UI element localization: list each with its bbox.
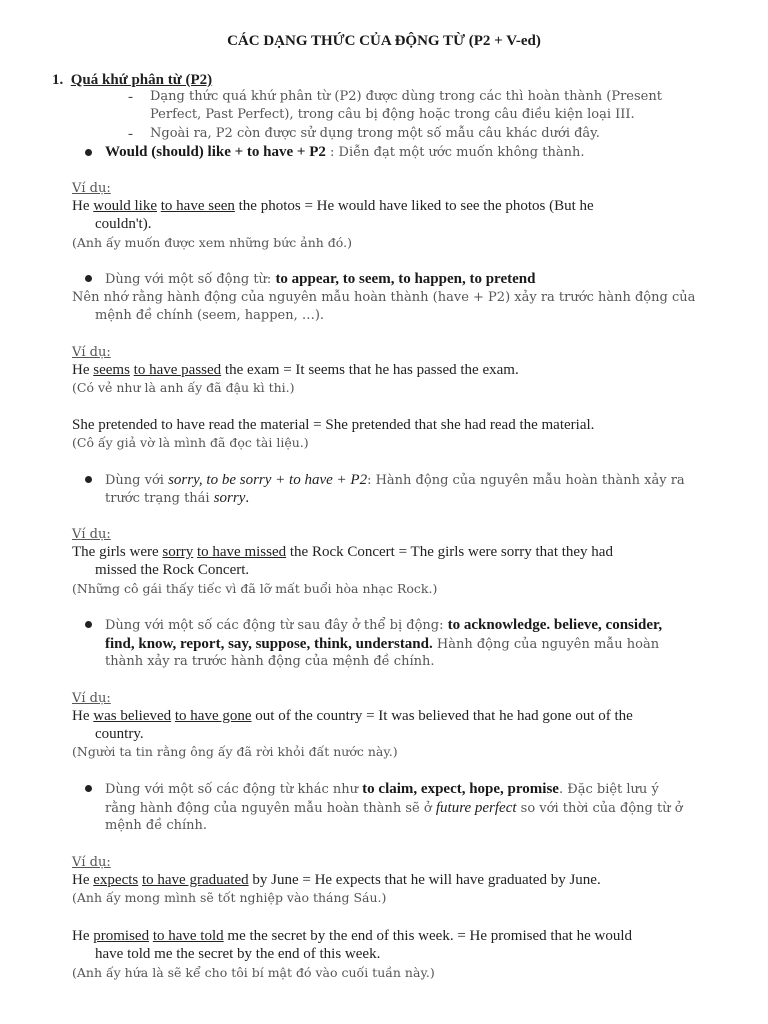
example-4-line-1: The girls were sorry to have missed the Rock Concert = The girls were sorry that they had [72,544,613,560]
bullet-dot [85,621,92,628]
example-5-translation: (Người ta tin rằng ông ấy đã rời khỏi đất nước này.) [72,744,398,759]
example-5-line-1: He was believed to have gone out of the country = It was believed that he had gone out of the [72,708,633,724]
page-title: CÁC DẠNG THỨC CỦA ĐỘNG TỪ (P2 + V-ed) [227,33,541,49]
bullet-dot [85,275,92,282]
dash-item-1-line-1: Dạng thức quá khứ phân từ (P2) được dùng trong các thì hoàn thành (Present [150,89,662,104]
example-label: Ví dụ: [72,527,111,542]
bullet-5-line-3: mệnh đề chính. [105,818,208,833]
example-6-line-1: He expects to have graduated by June = He expects that he will have graduated by June. [72,872,601,888]
bullet-1 [105,143,584,162]
dash-item-1-line-2: Perfect, Past Perfect), trong câu bị động hoặc trong câu điều kiện loại III. [150,107,635,122]
example-label: Ví dụ: [72,855,111,870]
example-3-translation: (Cô ấy giả vờ là mình đã đọc tài liệu.) [72,435,309,450]
section-heading [52,71,212,89]
example-1-translation: (Anh ấy muốn được xem những bức ảnh đó.) [72,235,352,250]
example-2-line-1: He seems to have passed the exam = It seems that he has passed the exam. [72,362,519,378]
note-line-1: Nên nhớ rằng hành động của nguyên mẫu hoàn thành (have + P2) xảy ra trước hành động của [72,290,696,305]
example-1-line-1: He would like to have seen the photos = He would have liked to see the photos (But he [72,198,594,214]
bullet-dot [85,785,92,792]
bullet-4-line-1: Dùng với một số các động từ sau đây ở thể bị động: to acknowledge. believe, consider, [105,617,663,633]
example-5-line-2: country. [95,726,144,742]
dash-marker: - [128,89,133,105]
example-6-translation: (Anh ấy mong mình sẽ tốt nghiệp vào tháng Sáu.) [72,890,387,905]
example-label: Ví dụ: [72,181,111,196]
bullet-3-line-1: Dùng với sorry, to be sorry + to have + P2: Hành động của nguyên mẫu hoàn thành xảy ra [105,472,685,488]
example-label: Ví dụ: [72,691,111,706]
bullet-5-line-2: rằng hành động của nguyên mẫu hoàn thành sẽ ở future perfect so với thời của động từ ở [105,800,683,816]
example-7-translation: (Anh ấy hứa là sẽ kể cho tôi bí mật đó vào cuối tuần này.) [72,965,435,980]
example-2-translation: (Có vẻ như là anh ấy đã đậu kì thi.) [72,380,295,395]
bullet-5-line-1: Dùng với một số các động từ khác như to claim, expect, hope, promise. Đặc biệt lưu ý [105,781,659,797]
bullet-2: Dùng với một số động từ: to appear, to seem, to happen, to pretend [105,271,536,287]
bullet-1-text: : Diễn đạt một ước muốn không thành. [325,145,585,160]
bullet-3-line-2: trước trạng thái sorry. [105,490,250,506]
bullet-1-rule: Would (should) like + to have + P2 [105,144,326,160]
bullet-dot [85,476,92,483]
dash-marker: - [128,126,133,142]
bullet-dot [85,149,92,156]
example-7-line-2: have told me the secret by the end of this week. [95,946,381,962]
example-4-line-2: missed the Rock Concert. [95,562,250,578]
section-number: 1. [52,72,64,88]
dash-item-2: Ngoài ra, P2 còn được sử dụng trong một số mẫu câu khác dưới đây. [150,126,600,141]
example-3-line-1: She pretended to have read the material = She pretended that she had read the material. [72,417,595,433]
example-7-line-1: He promised to have told me the secret by the end of this week. = He promised that he would [72,928,633,944]
bullet-4-line-3: thành xảy ra trước hành động của mệnh đề chính. [105,654,435,669]
example-4-translation: (Những cô gái thấy tiếc vì đã lỡ mất buổi hòa nhạc Rock.) [72,581,438,596]
example-label: Ví dụ: [72,345,111,360]
bullet-4-line-2: find, know, report, say, suppose, think, understand. Hành động của nguyên mẫu hoàn [105,636,660,652]
note-line-2: mệnh đề chính (seem, happen, …). [95,308,325,323]
section-title: Quá khứ phân từ (P2) [70,72,213,88]
example-1-line-2: couldn't). [95,216,152,232]
